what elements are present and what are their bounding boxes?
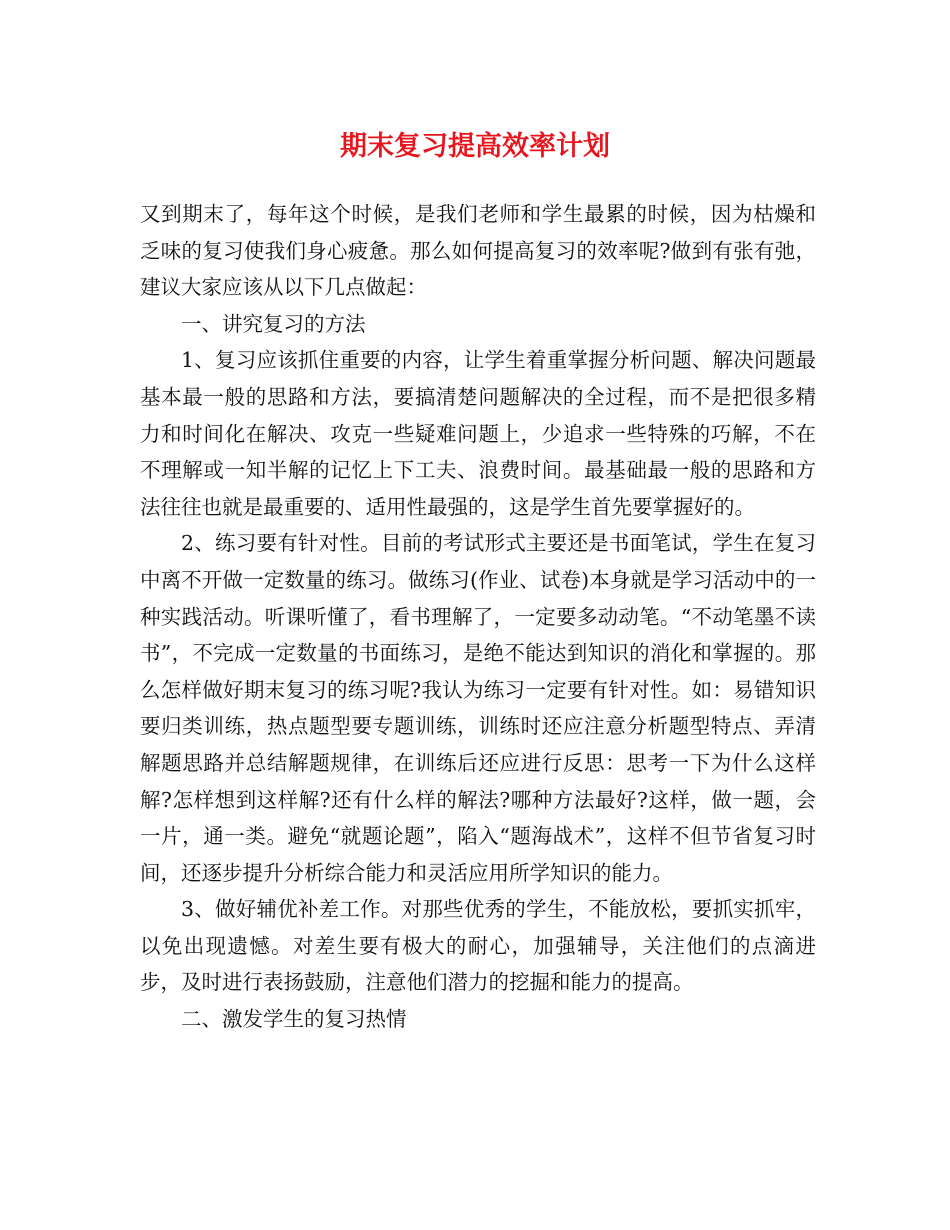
paragraph-item-1: 1、复习应该抓住重要的内容，让学生着重掌握分析问题、解决问题最基本最一般的思路和方法，要搞清楚问题解决的全过程，而不是把很多精力和时间化在解决、攻克一些疑难问题上，少追求一些特殊的巧解，不在不理解或一知半解的记忆上下工夫、浪费时间。最基础最一般的思路和方法往往也就是最重要的、适用性最强的，这是学生首先要掌握好的。 (140, 348, 816, 519)
section-heading-2: 二、激发学生的复习热情 (181, 1007, 407, 1032)
document-body (140, 196, 816, 1038)
paragraph-item-3: 3、做好辅优补差工作。对那些优秀的学生，不能放松，要抓实抓牢，以免出现遗憾。对差生要有极大的耐心，加强辅导，关注他们的点滴进步，及时进行表扬鼓励，注意他们潜力的挖掘和能力的提高。 (140, 897, 816, 995)
intro-paragraph: 又到期末了，每年这个时候，是我们老师和学生最累的时候，因为枯燥和乏味的复习使我们身心疲惫。那么如何提高复习的效率呢?做到有张有弛，建议大家应该从以下几点做起： (140, 202, 816, 300)
page-title: 期末复习提高效率计划 (340, 131, 610, 162)
paragraph-item-2: 2、练习要有针对性。目前的考试形式主要还是书面笔试，学生在复习中离不开做一定数量的练习。做练习(作业、试卷)本身就是学习活动中的一种实践活动。听课听懂了，看书理解了，一定要多动动笔。“不动笔墨不读书”，不完成一定数量的书面练习，是绝不能达到知识的消化和掌握的。那么怎样做好期末复习的练习呢?我认为练习一定要有针对性。如：易错知识要归类训练，热点题型要专题训练，训练时还应注意分析题型特点、弄清解题思路并总结解题规律，在训练后还应进行反思：思考一下为什么这样解?怎样想到这样解?还有什么样的解法?哪种方法最好?这样，做一题，会一片，通一类。避免“就题论题”，陷入“题海战术”，这样不但节省复习时间，还逐步提升分析综合能力和灵活应用所学知识的能力。 (140, 531, 816, 885)
section-heading-1: 一、讲究复习的方法 (181, 311, 366, 336)
